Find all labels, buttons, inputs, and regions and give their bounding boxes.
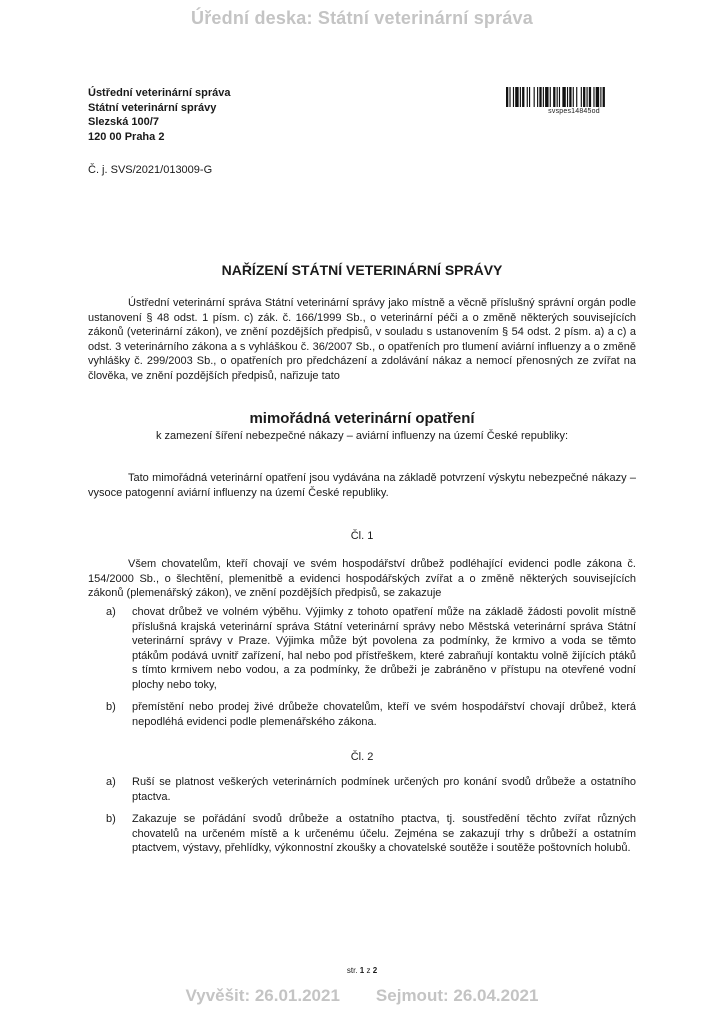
article-1-item-b [88,700,636,729]
item-marker: a) [106,606,116,618]
barcode-bar [603,87,605,107]
barcode-bar [559,87,560,107]
barcode-image [506,87,642,107]
document-title: NAŘÍZENÍ STÁTNÍ VETERINÁRNÍ SPRÁVY [221,262,503,278]
document-barcode [506,87,642,115]
item-text: Ruší se platnost veškerých veterinárních podmínek určených pro konání svodů drůbeže a ostatního ptactva. [132,776,636,803]
page-number [0,966,724,975]
sender-address [88,86,230,144]
barcode-bar [537,87,538,107]
barcode-bar [596,87,599,107]
article-1-item-a [88,605,636,693]
barcode-bar [553,87,555,107]
measures-title: mimořádná veterinární opatření [249,410,475,427]
barcode-bar [513,87,514,107]
barcode-bar [509,87,510,107]
sender-line-4: 120 00 Praha 2 [88,130,165,143]
barcode-bar [545,87,548,107]
measures-subtitle: k zamezení šíření nebezpečné nákazy – aviární influenzy na území České republiky: [155,430,569,442]
barcode-bar [593,87,594,107]
article-2-item-b [88,812,636,856]
item-text: přemístění nebo prodej živé drůbeže chovatelům, kteří ve svém hospodářství chovají drůbež, která nepodléhá evidenci podle plemenářského zákona. [132,701,636,728]
item-marker: a) [106,776,116,788]
article-2-heading: Čl. 2 [350,751,374,763]
barcode-bar [583,87,585,107]
barcode-bar [529,87,530,107]
article-2-item-a [88,775,636,804]
barcode-bar [557,87,558,107]
reference-number: Č. j. SVS/2021/013009-G [88,164,213,176]
page-prefix: str. [346,966,358,975]
sender-line-1: Ústřední veterinární správa [88,87,231,99]
intro-paragraph: Ústřední veterinární správa Státní veterinární správy jako místně a věcně příslušný správní orgán podle ustanovení § 48 odst. 1 písm. c) zák. č. 166/1999 Sb., o veterinární péči a o změně některých souvisejících zákonů (veterinární zákon), ve znění pozdějších předpisů, v souladu s ustanovením § 54 odst. 2 písm. a) a c) a odst. 3 veterinárního zákona a s vyhláškou č. 36/2007 Sb., o opatřeních pro tlumení aviární influenzy a o změně vyhlášky č. 299/2003 Sb., o opatřeních pro předcházení a zdolávání nákaz a nemocí přenosných ze zvířat na člověka, ve znění pozdějších předpisů, nařizuje tato [88,297,636,382]
barcode-bar [581,87,582,107]
barcode-bar [587,87,588,107]
page-current: 1 [359,966,365,975]
sender-line-2: Státní veterinární správy [88,101,217,114]
barcode-bar [543,87,544,107]
barcode-bar [550,87,551,107]
barcode-bar [562,87,565,107]
barcode-bar [576,87,577,107]
removal-date: Sejmout: 26.04.2021 [375,986,539,1005]
sender-line-3: Slezská 100/7 [88,116,159,128]
item-text: chovat drůbež ve volném výběhu. Výjimky z tohoto opatření může na základě žádosti povolit místně příslušná krajská veterinární správa Státní veterinární správy nebo Městská veterinární správa Státní veterinární správy v Praze. Výjimka může být povolena za podmínky, že krmivo a voda se těmto ptákům podává uvnitř zařízení, hal nebo pod přístřeškem, které zabraňují kontaktu volně žijících ptáků s tímto krmivem nebo vodou, a za podmínky, že drůbeži je zabráněno v přístupu na otevřené vodní plochy nebo toky, [132,606,636,691]
barcode-bar [515,87,518,107]
barcode-bar [539,87,541,107]
page-separator: z [366,966,371,975]
article-1-intro: Všem chovatelům, kteří chovají ve svém hospodářství drůbež podléhající evidenci podle zákona č. 154/2000 Sb., o šlechtění, plemenitbě a evidenci hospodářských zvířat a o změně některých souvisejících zákonů (plemenářský zákon), ve znění pozdějších předpisů, se zakazuje [88,558,636,600]
barcode-bar [522,87,524,107]
watermark-header: Úřední deska: Státní veterinární správa [191,8,533,28]
barcode-text: svspes14845od [548,108,600,115]
barcode-bar [569,87,571,107]
barcode-bar [589,87,591,107]
barcode-bar [520,87,521,107]
basis-paragraph: Tato mimořádná veterinární opatření jsou vydávána na základě potvrzení výskytu nebezpečné nákazy – vysoce patogenní aviární influenzy na území České republiky. [88,472,636,499]
item-marker: b) [106,701,116,713]
item-marker: b) [106,813,116,825]
barcode-bar [600,87,601,107]
barcode-bar [527,87,528,107]
barcode-bar [506,87,508,107]
item-text: Zakazuje se pořádání svodů drůbeže a ostatního ptactva, tj. soustředění těchto zvířat různých chovatelů na určeném místě a k určenému účelu. Zejména se zakazují trhy s drůbeží a ostatním ptactvem, výstavy, přehlídky, výkonnostní zkoušky a chovatelské soutěže i soutěže poštovních holubů. [132,813,636,855]
barcode-bar [573,87,574,107]
page-total: 2 [372,966,378,975]
watermark-footer [0,986,724,1006]
barcode-bar [567,87,568,107]
barcode-bar [534,87,535,107]
article-1-heading: Čl. 1 [350,530,374,542]
posted-date: Vyvěšit: 26.01.2021 [185,986,340,1005]
